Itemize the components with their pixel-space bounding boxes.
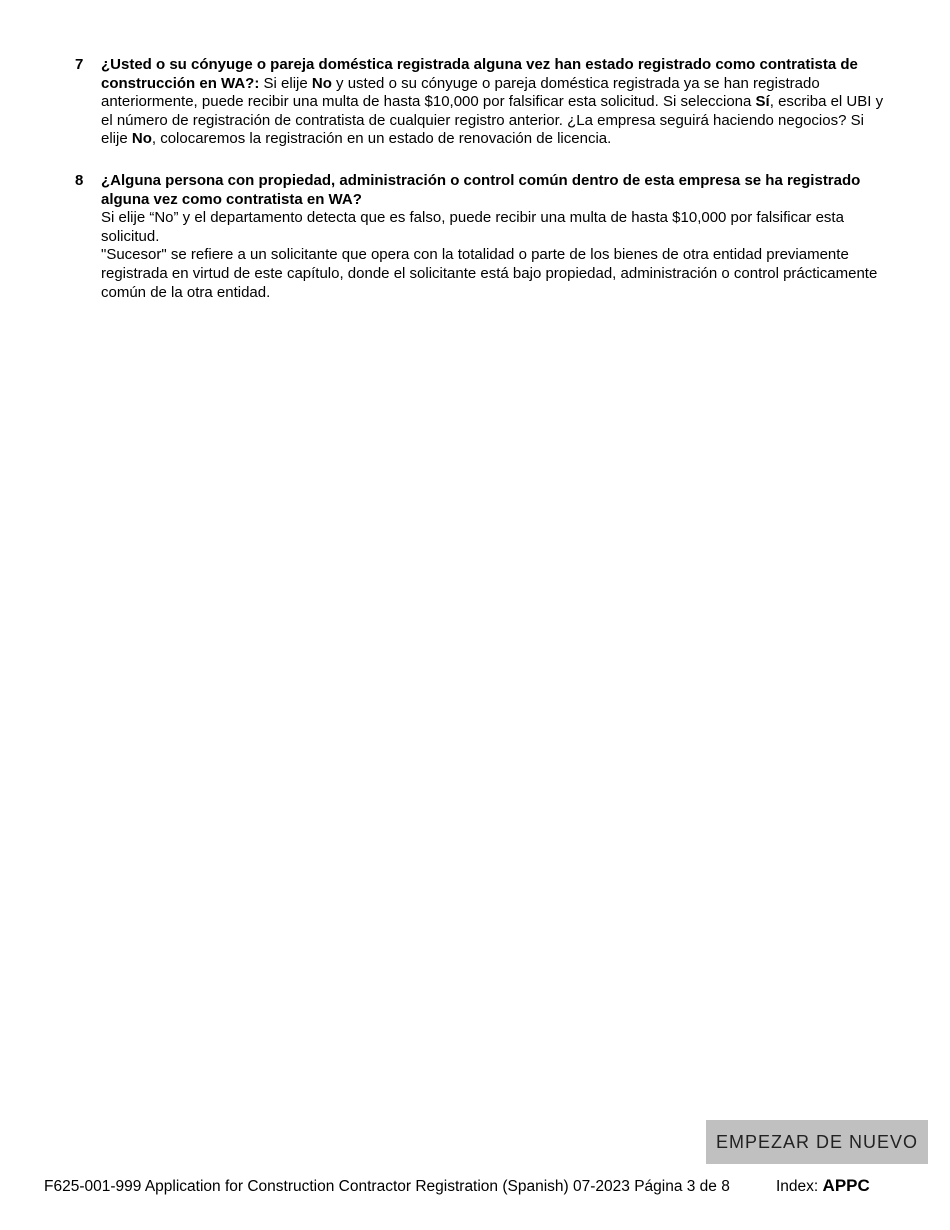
- question-8-text: [101, 172, 893, 302]
- question-7-heading: ¿Usted o su cónyuge o pareja doméstica registrada alguna vez han estado registrado como contratista de construcción en WA?:: [101, 56, 858, 92]
- footer-form-info: F625-001-999 Application for Construction Contractor Registration (Spanish) 07-2023 Página 3 de 8: [44, 1178, 730, 1195]
- question-number: 8: [75, 172, 84, 189]
- question-8-paragraph-1: Si elije “No” y el departamento detecta que es falso, puede recibir una multa de hasta $10,000 por falsificar esta solicitud.: [101, 209, 844, 245]
- text: , escriba el UBI y el número de registración de contratista de cualquier registro anterior. ¿La empresa seguirá haciendo negocios? Si elije: [101, 93, 884, 148]
- question-8: [75, 172, 895, 302]
- footer-index: [776, 1176, 870, 1196]
- text: , colocaremos la registración en un estado de renovación de licencia.: [151, 130, 612, 148]
- text: y usted o su cónyuge o pareja doméstica registrada ya se han registrado anteriormente, puede recibir una multa de hasta $10,000 por falsificar esta solicitud. Si selecciona: [101, 74, 820, 111]
- bold-text: No: [131, 130, 152, 148]
- text: Si elije: [259, 74, 312, 92]
- start-over-button[interactable]: EMPEZAR DE NUEVO: [706, 1120, 928, 1164]
- question-number: 7: [75, 56, 84, 73]
- question-8-paragraph-2: "Sucesor" se refiere a un solicitante que opera con la totalidad o parte de los bienes de otra entidad previamente registrada en virtud de este capítulo, donde el solicitante está bajo propiedad, administración o control prácticamente común de la otra entidad.: [101, 246, 878, 301]
- index-value: APPC: [822, 1176, 870, 1195]
- question-8-heading: ¿Alguna persona con propiedad, administración o control común dentro de esta empresa se ha registrado alguna vez como contratista en WA?: [101, 172, 861, 208]
- index-label: Index:: [776, 1178, 819, 1195]
- question-7: [75, 56, 895, 149]
- bold-text: Sí: [755, 93, 770, 111]
- bold-text: No: [311, 74, 332, 92]
- question-7-text: [101, 56, 893, 149]
